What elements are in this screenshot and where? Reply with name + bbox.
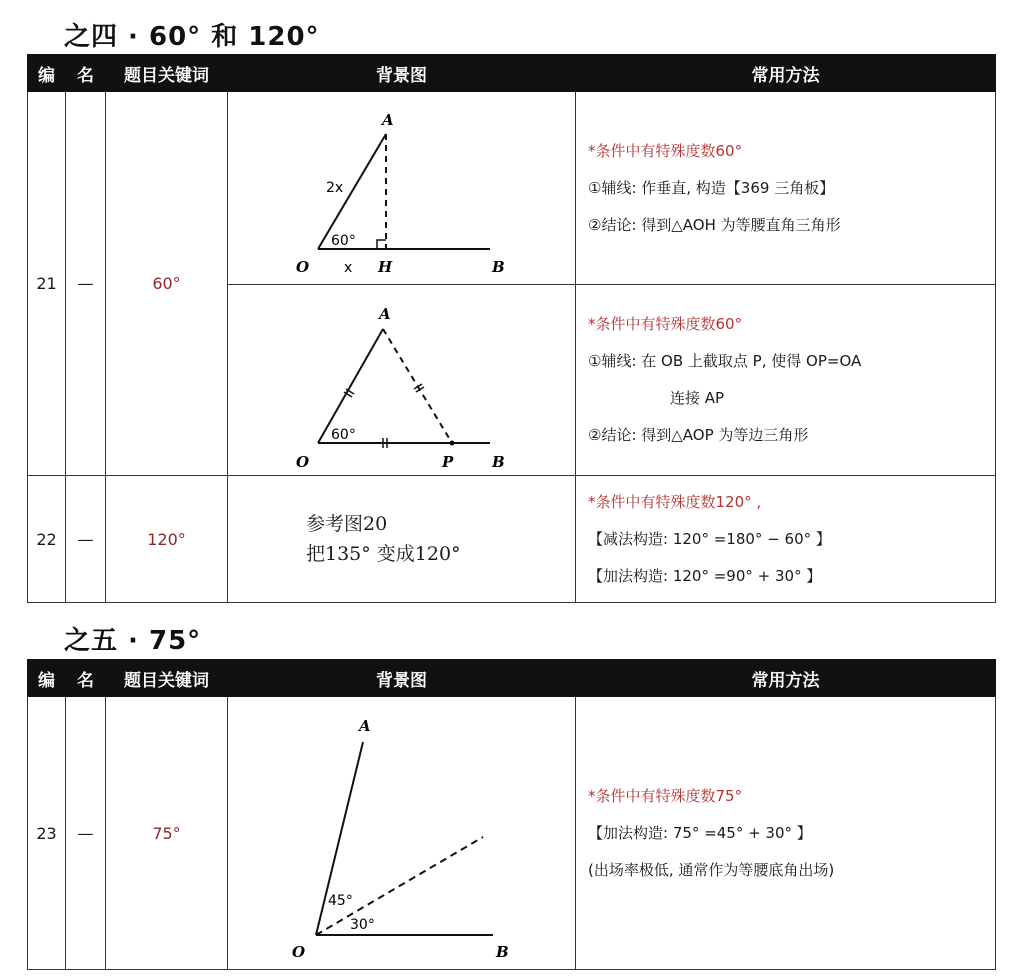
row-keyword: 75° — [106, 697, 228, 970]
figure-right-triangle — [228, 92, 576, 285]
table-header-row — [28, 55, 996, 92]
method-step1: ①辅线: 在 OB 上截取点 P, 使得 OP=OA — [588, 352, 862, 370]
figure-note — [228, 476, 576, 603]
header-keyword: 题目关键词 — [106, 660, 228, 697]
row-dash: — — [66, 697, 106, 970]
section-title-75: 之五 · 75° — [64, 626, 202, 656]
method-step1: ①辅线: 作垂直, 构造【369 三角板】 — [588, 178, 835, 197]
label-angle-60: 60° — [331, 427, 356, 443]
label-o: O — [292, 943, 306, 961]
label-a: A — [379, 305, 391, 323]
table-row-23 — [28, 697, 996, 970]
label-o: O — [296, 453, 310, 471]
line-oa — [318, 329, 383, 443]
row-dash: — — [66, 476, 106, 603]
method-condition: *条件中有特殊度数60° — [588, 315, 743, 333]
label-h: H — [378, 258, 393, 276]
label-base-x: x — [344, 260, 353, 276]
method-line2: 【加法构造: 120° =90° + 30° 】 — [588, 566, 822, 585]
label-b: B — [492, 258, 505, 276]
label-a: A — [359, 717, 371, 735]
header-num: 编 — [28, 660, 66, 697]
method-condition: *条件中有特殊度数75° — [588, 786, 743, 805]
label-side-2x: 2x — [326, 180, 344, 196]
note-transform: 把135° 变成120° — [306, 543, 461, 565]
label-a: A — [382, 111, 394, 129]
method-21b — [576, 285, 996, 476]
label-angle-30: 30° — [350, 917, 375, 933]
row-keyword: 120° — [106, 476, 228, 603]
method-step1b: 连接 AP — [670, 389, 725, 407]
header-method: 常用方法 — [576, 660, 996, 697]
method-line1: 【减法构造: 120° =180° − 60° 】 — [588, 529, 831, 548]
table-row-22 — [28, 476, 996, 603]
label-o: O — [296, 258, 310, 276]
method-23 — [576, 697, 996, 970]
method-step2: ②结论: 得到△AOH 为等腰直角三角形 — [588, 215, 841, 234]
method-condition: *条件中有特殊度数60° — [588, 141, 743, 160]
method-step2: ②结论: 得到△AOP 为等边三角形 — [588, 426, 809, 444]
label-b: B — [496, 943, 509, 961]
header-method: 常用方法 — [576, 55, 996, 92]
row-number: 23 — [28, 697, 66, 970]
right-angle-mark — [377, 240, 386, 249]
row-dash: — — [66, 92, 106, 476]
header-figure: 背景图 — [228, 55, 576, 92]
label-angle-45: 45° — [328, 893, 353, 909]
header-keyword: 题目关键词 — [106, 55, 228, 92]
method-condition: *条件中有特殊度数120° , — [588, 492, 762, 511]
figure-75-angle — [228, 697, 576, 970]
row-number: 22 — [28, 476, 66, 603]
header-name: 名 — [66, 660, 106, 697]
figure-equilateral-svg — [228, 285, 576, 475]
method-line2: (出场率极低, 通常作为等腰底角出场) — [588, 860, 835, 879]
figure-equilateral — [228, 285, 576, 476]
row-keyword: 60° — [106, 92, 228, 476]
table-60-120 — [27, 54, 996, 603]
figure-right-triangle-svg — [228, 92, 576, 284]
label-b: B — [492, 453, 505, 471]
method-21a — [576, 92, 996, 285]
header-name: 名 — [66, 55, 106, 92]
label-angle-60: 60° — [331, 233, 356, 249]
table-row-21a — [28, 92, 996, 285]
row-number: 21 — [28, 92, 66, 476]
point-p — [450, 441, 455, 446]
note-reference: 参考图20 — [306, 513, 388, 535]
header-num: 编 — [28, 55, 66, 92]
method-line1: 【加法构造: 75° =45° + 30° 】 — [588, 823, 812, 842]
method-22 — [576, 476, 996, 603]
line-bisect — [316, 837, 483, 935]
table-header-row — [28, 660, 996, 697]
header-figure: 背景图 — [228, 660, 576, 697]
figure-75-angle-svg — [228, 697, 576, 969]
section-title-60-120: 之四 · 60° 和 120° — [64, 22, 320, 52]
label-p: P — [442, 453, 454, 471]
table-75 — [27, 659, 996, 970]
